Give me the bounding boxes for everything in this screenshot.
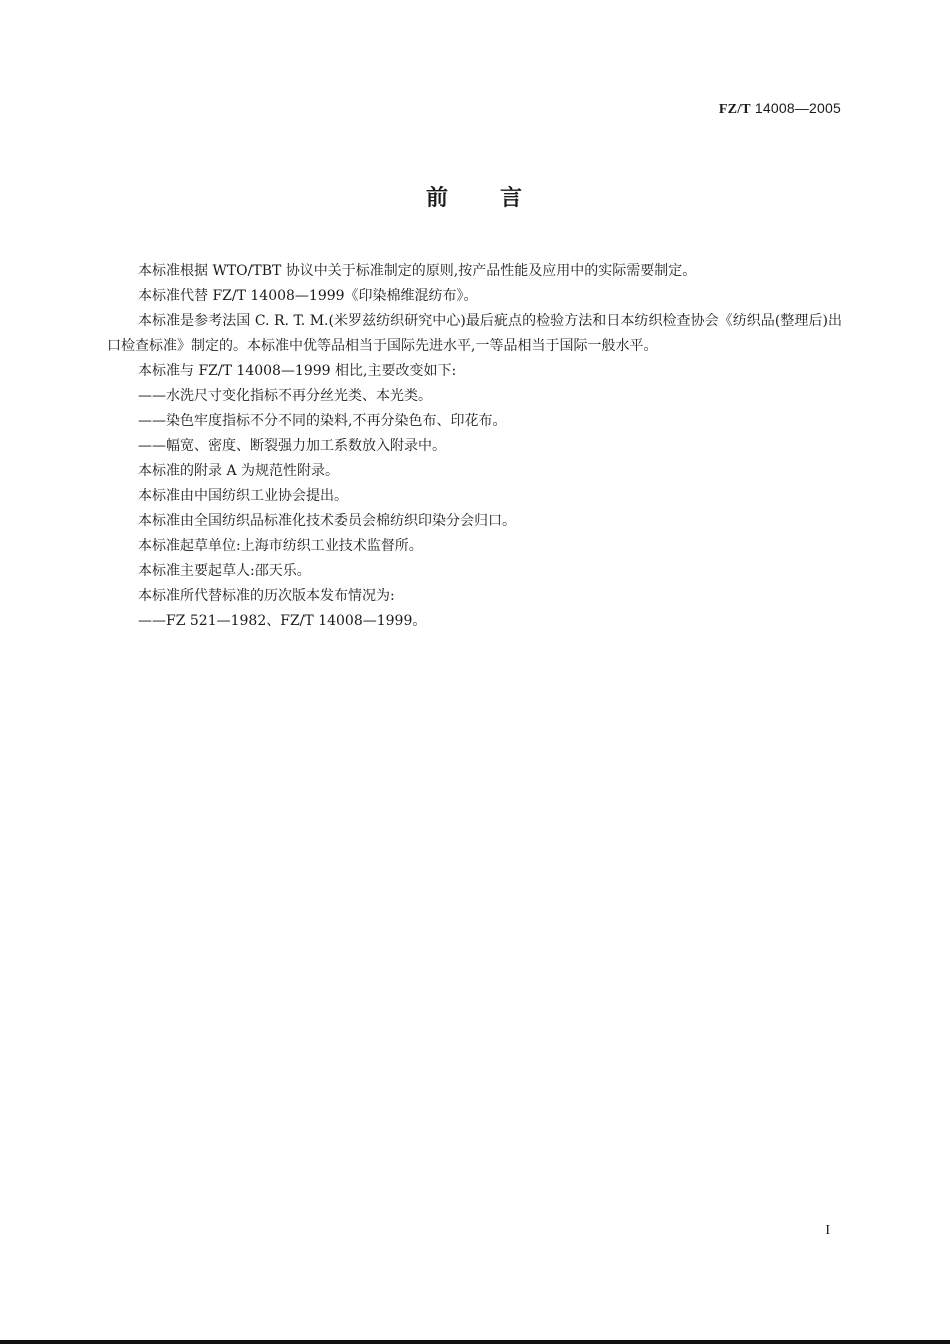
paragraph-history-intro: 本标准所代替标准的历次版本发布情况为: bbox=[138, 588, 395, 604]
list-item-change-3: ——幅宽、密度、断裂强力加工系数放入附录中。 bbox=[138, 438, 446, 454]
paragraph-appendix: 本标准的附录 A 为规范性附录。 bbox=[138, 463, 340, 479]
title-char-2: 言 bbox=[500, 186, 525, 211]
standard-code-prefix: FZ/T bbox=[718, 102, 751, 117]
standard-code-number: 14008—2005 bbox=[750, 100, 841, 116]
paragraph-basis: 本标准根据 WTO/TBT 协议中关于标准制定的原则,按产品性能及应用中的实际需要制定。 bbox=[138, 263, 697, 279]
paragraph-proposed-by: 本标准由中国纺织工业协会提出。 bbox=[138, 488, 348, 504]
standard-code bbox=[719, 100, 841, 118]
foreword-body bbox=[107, 259, 842, 634]
paragraph-changes-intro: 本标准与 FZ/T 14008—1999 相比,主要改变如下: bbox=[138, 363, 457, 379]
page-title bbox=[0, 181, 950, 212]
bottom-divider bbox=[0, 1340, 950, 1344]
paragraph-drafting-unit: 本标准起草单位:上海市纺织工业技术监督所。 bbox=[138, 538, 423, 554]
list-item-change-1: ——水洗尺寸变化指标不再分丝光类、本光类。 bbox=[138, 388, 432, 404]
title-char-1: 前 bbox=[425, 186, 450, 211]
paragraph-replaces: 本标准代替 FZ/T 14008—1999《印染棉维混纺布》。 bbox=[138, 288, 478, 304]
list-item-history: ——FZ 521—1982、FZ/T 14008—1999。 bbox=[138, 613, 427, 629]
page-number: I bbox=[825, 1223, 830, 1238]
paragraph-managed-by: 本标准由全国纺织品标准化技术委员会棉纺织印染分会归口。 bbox=[138, 513, 516, 529]
list-item-change-2: ——染色牢度指标不分不同的染料,不再分染色布、印花布。 bbox=[138, 413, 507, 429]
paragraph-reference: 本标准是参考法国 C. R. T. M.(米罗兹纺织研究中心)最后疵点的检验方法和日本纺织检查协会《纺织品(整理后)出口检查标准》制定的。本标准中优等品相当于国际先进水平,一等品相当于国际一般水平。 bbox=[107, 313, 842, 354]
paragraph-drafters: 本标准主要起草人:邵天乐。 bbox=[138, 563, 311, 579]
